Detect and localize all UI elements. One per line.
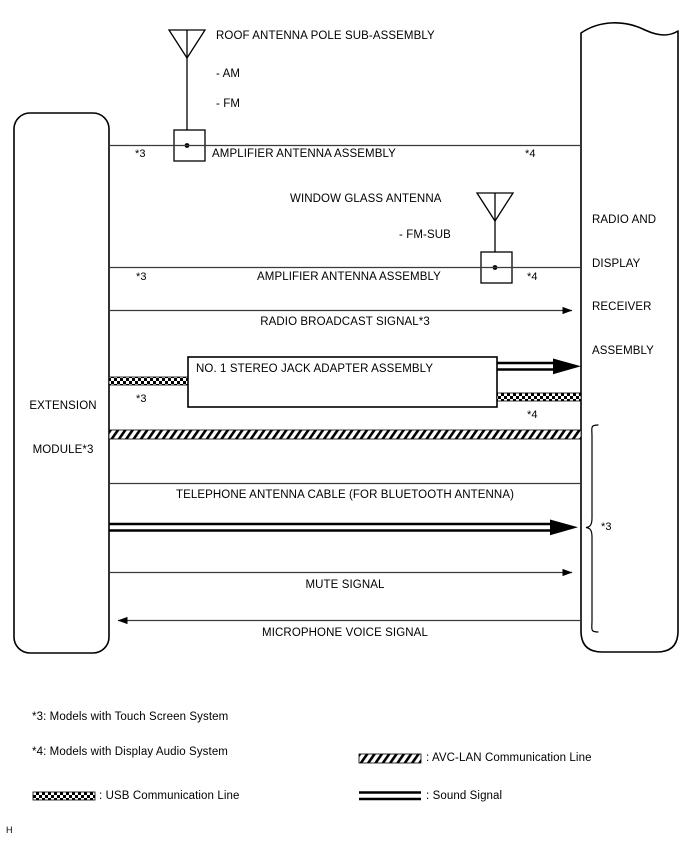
star-4-usb-right: *4 (527, 409, 538, 421)
mute-signal-label: MUTE SIGNAL (305, 579, 385, 591)
sound-signal-line-bottom (109, 520, 578, 536)
window-glass-antenna-band-fmsub: - FM-SUB (399, 229, 451, 241)
star-3-usb-left: *3 (136, 393, 147, 405)
star-3-row2: *3 (136, 271, 147, 283)
avc-lan-line (109, 430, 581, 439)
radio-label-line4: ASSEMBLY (592, 344, 654, 357)
amplifier-antenna-assembly-1-label: AMPLIFIER ANTENNA ASSEMBLY (212, 148, 396, 160)
roof-antenna-band-fm: - FM (216, 98, 241, 110)
legend-usb-label: : USB Communication Line (99, 790, 240, 802)
star-4-row1: *4 (525, 148, 536, 160)
amplifier-antenna-assembly-2-label: AMPLIFIER ANTENNA ASSEMBLY (257, 271, 441, 283)
microphone-voice-signal-label: MICROPHONE VOICE SIGNAL (262, 627, 428, 639)
radio-broadcast-signal-label: RADIO BROADCAST SIGNAL*3 (260, 316, 430, 328)
radio-label-line2: DISPLAY (592, 257, 641, 270)
roof-antenna-symbol (169, 30, 205, 145)
star-3-row1: *3 (135, 148, 146, 160)
legend-sound-swatch (359, 793, 421, 800)
star-4-row2: *4 (527, 271, 538, 283)
telephone-antenna-cable-label: TELEPHONE ANTENNA CABLE (FOR BLUETOOTH ANTENNA) (175, 489, 515, 501)
window-glass-antenna-label: WINDOW GLASS ANTENNA (290, 193, 442, 205)
footnote-4: *4: Models with Display Audio System (32, 746, 228, 758)
usb-line-left-segment (109, 377, 188, 385)
roof-antenna-band-am: - AM (216, 68, 241, 80)
radio-label-line1: RADIO AND (592, 214, 657, 226)
legend-usb-swatch (33, 792, 95, 800)
radio-display-receiver-label (592, 184, 676, 387)
stereo-jack-adapter-label: NO. 1 STEREO JACK ADAPTER ASSEMBLY (196, 363, 434, 375)
radio-label-line3: RECEIVER (592, 301, 652, 313)
legend-avclan-swatch (359, 754, 421, 763)
footnote-3: *3: Models with Touch Screen System (32, 711, 229, 723)
page-marker: H (6, 825, 13, 835)
roof-antenna-label: ROOF ANTENNA POLE SUB-ASSEMBLY (216, 30, 435, 42)
usb-line-right-segment (497, 393, 581, 401)
extension-module-label-line2: MODULE*3 (32, 443, 94, 456)
legend-sound-label: : Sound Signal (426, 790, 503, 802)
extension-module-label-line1: EXTENSION (29, 400, 97, 412)
extension-module-label (24, 370, 102, 486)
legend-avclan-label: : AVC-LAN Communication Line (426, 752, 592, 764)
sound-signal-line-top (497, 359, 581, 375)
bracket-star-3: *3 (601, 521, 612, 533)
